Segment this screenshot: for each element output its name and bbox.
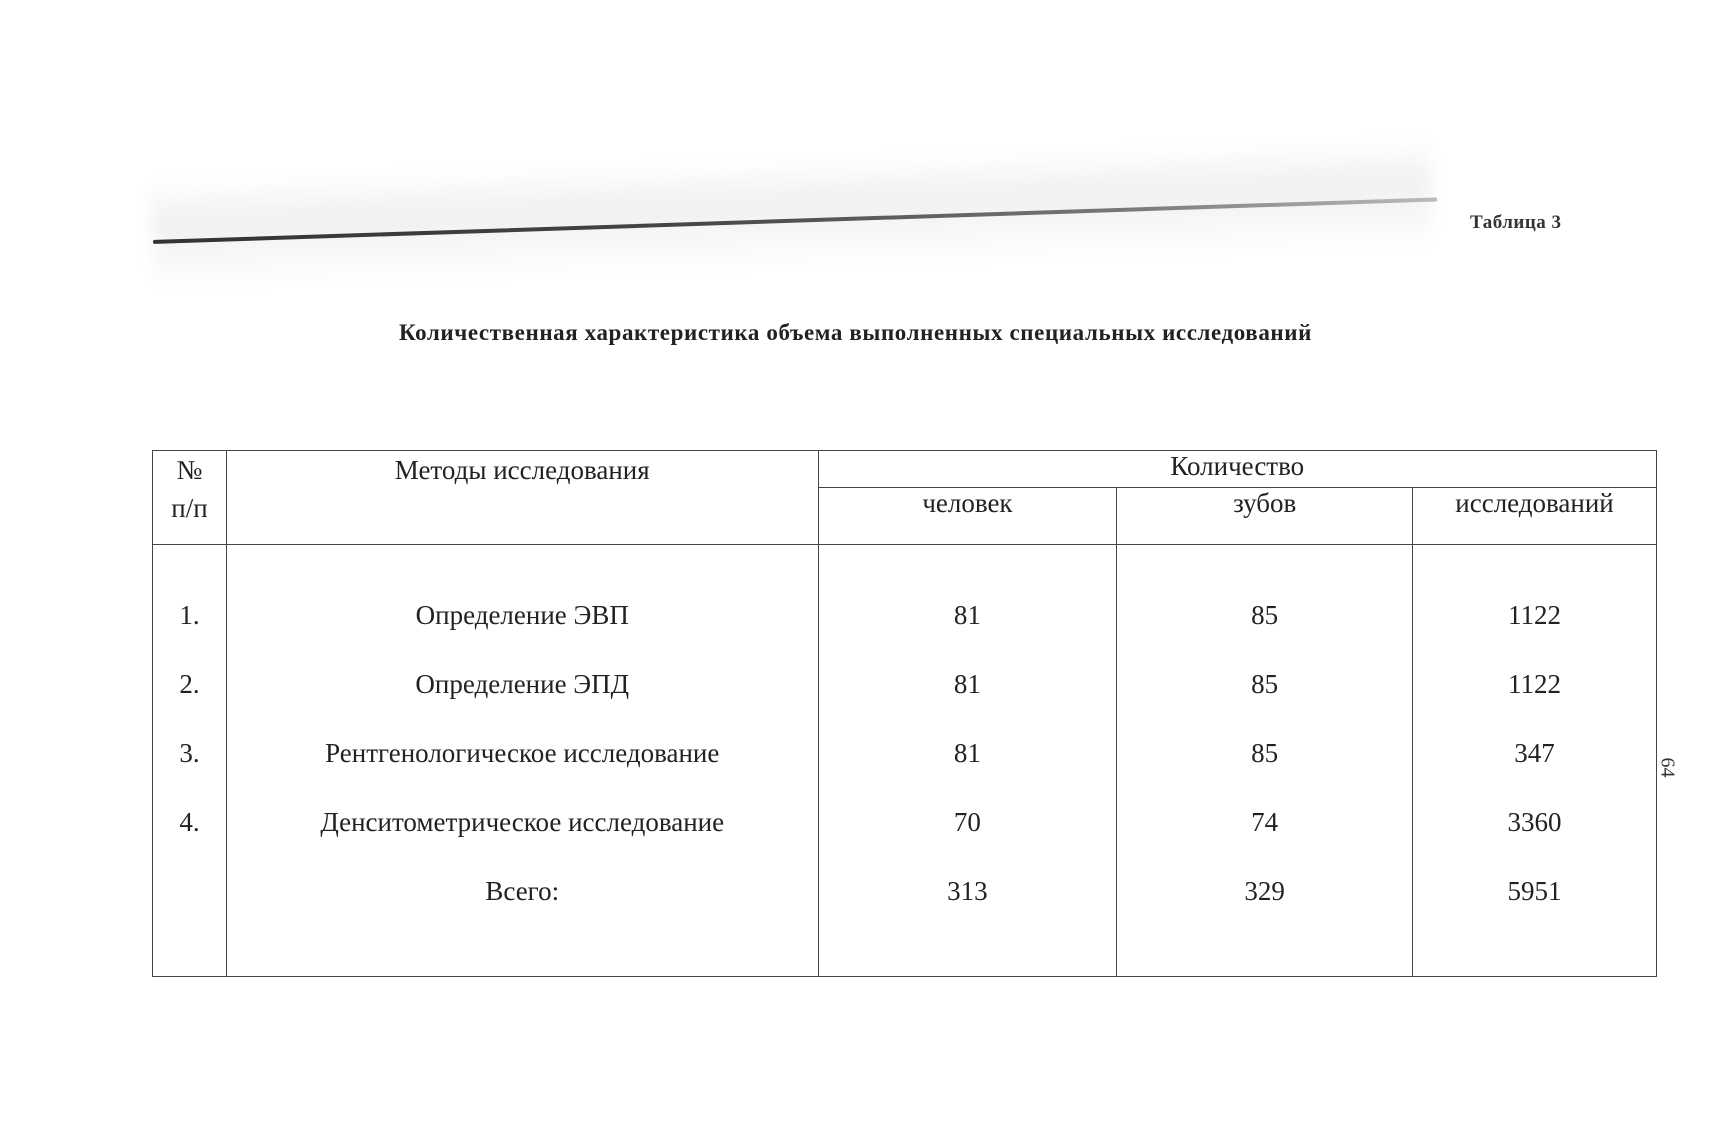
header-studies: исследований: [1413, 488, 1657, 545]
header-method: Методы исследования: [226, 451, 818, 545]
header-quantity: Количество: [818, 451, 1656, 488]
cell-people: 81: [818, 650, 1117, 719]
table-label: Таблица 3: [1470, 212, 1562, 233]
spacer-row: [153, 545, 1657, 582]
cell-people: 81: [818, 581, 1117, 650]
cell-num: 2.: [153, 650, 227, 719]
document-title: Количественная характеристика объема выполненных специальных исследований: [398, 320, 1312, 345]
cell-studies: 1122: [1413, 650, 1657, 719]
cell-teeth: 85: [1117, 650, 1413, 719]
cell-studies: 1122: [1413, 581, 1657, 650]
cell-teeth: 74: [1117, 788, 1413, 857]
cell-studies: 347: [1413, 719, 1657, 788]
cell-method: Рентгенологическое исследование: [226, 719, 818, 788]
cell-teeth: 85: [1117, 719, 1413, 788]
cell-people: 81: [818, 719, 1117, 788]
cell-num: 3.: [153, 719, 227, 788]
scan-shadow: [150, 138, 1433, 290]
cell-studies: 3360: [1413, 788, 1657, 857]
header-row-top: [153, 451, 1657, 488]
cell-method: Всего:: [226, 857, 818, 926]
cell-method: Денситометрическое исследование: [226, 788, 818, 857]
table-row: [153, 719, 1657, 788]
cell-teeth: 329: [1117, 857, 1413, 926]
header-people: человек: [818, 488, 1117, 545]
cell-num: 1.: [153, 581, 227, 650]
cell-num: 4.: [153, 788, 227, 857]
cell-people: 313: [818, 857, 1117, 926]
table-row: [153, 581, 1657, 650]
cell-studies: 5951: [1413, 857, 1657, 926]
research-table: [152, 450, 1657, 977]
tail-row: [153, 926, 1657, 977]
header-teeth: зубов: [1117, 488, 1413, 545]
cell-num: [153, 857, 227, 926]
header-num: № п/п: [153, 451, 227, 545]
cell-method: Определение ЭПД: [226, 650, 818, 719]
table-row: [153, 650, 1657, 719]
cell-method: Определение ЭВП: [226, 581, 818, 650]
table-row: [153, 788, 1657, 857]
cell-people: 70: [818, 788, 1117, 857]
total-row: [153, 857, 1657, 926]
cell-teeth: 85: [1117, 581, 1413, 650]
page-number: 64: [1656, 757, 1679, 778]
